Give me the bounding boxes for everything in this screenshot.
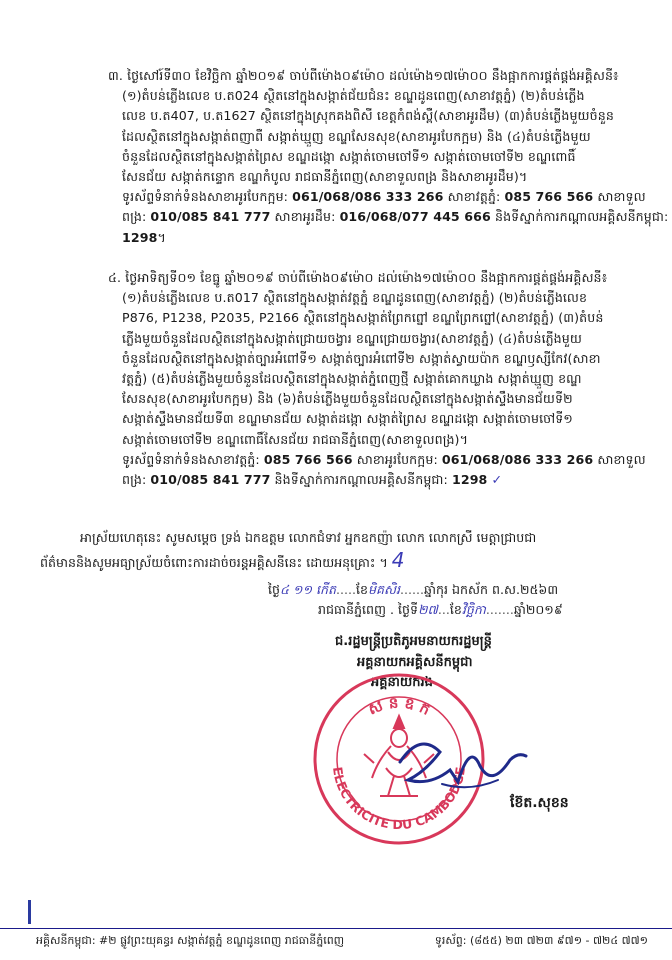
- handwritten-signature: [380, 722, 530, 802]
- phone-number: 010/085 841 777: [150, 209, 271, 225]
- signature-title-1: ជ.រដ្ឋមន្ត្រីប្រតិភូអមនាយករដ្ឋមន្ត្រី: [335, 634, 492, 649]
- phone-number: 061/068/086 333 266: [441, 451, 594, 467]
- closing-line-2: [40, 549, 640, 574]
- item-4-line-9: សង្កាត់ចោមចៅទី២ ខណ្ឌពោធិ៍សែនជ័យ រាជធានីភ្នំពេញ(សាខាទួលពង្រ)។: [122, 431, 468, 447]
- hotline-number: 1298: [451, 472, 488, 488]
- item-4-line-8: សង្កាត់ស្ទឹងមានជ័យទី៣ ខណ្ឌមានជ័យ សង្កាត់ដង្កោ សង្កាត់ព្រៃស ខណ្ឌដង្កោ សង្កាត់ចោមចៅទី១: [122, 411, 573, 427]
- lunar-year: ឆ្នាំកុរ ឯកស័ក ព.ស.២៥៦៣: [424, 582, 559, 597]
- city-label: រាជធានីភ្នំពេញ . ថ្ងៃទី: [318, 602, 418, 617]
- handwritten-lunar-day: ៤ ១១ កើត: [280, 582, 336, 597]
- contact-label: សាខាវត្តភ្នំ:: [447, 189, 501, 205]
- contact-label: និងទីស្នាក់ការកណ្តាលអគ្គិសនីកម្ពុជា:: [494, 209, 669, 225]
- footer-phone: ទូរស័ព្ទ: (៨៥៥) ២៣ ៧២៣ ៩៧១ - ៧២៤ ៧៧១: [434, 934, 648, 947]
- solar-date-line: រាជធានីភ្នំពេញ . ថ្ងៃទី២៧...ខែវិច្ឆិកា.......ឆ្នាំ២០១៩: [318, 602, 563, 617]
- phone-number: 010/085 841 777: [150, 472, 271, 488]
- contact-label: សាខាអូរដឹម:: [274, 209, 336, 225]
- lunar-month-label: ខែ: [356, 582, 369, 597]
- seal-top-text: ស ន ឧ ក: [365, 693, 434, 719]
- footer-divider: [0, 928, 672, 929]
- contact-label: សាខាអូរបែកក្អម:: [356, 451, 438, 467]
- item-3-line-6: សែនជ័យ សង្កាត់កន្ទោក ខណ្ឌកំបូល រាជធានីភ្នំពេញ(សាខាទួលពង្រ និងសាខាអូរដឹម)។: [122, 169, 528, 185]
- item-4-block: [108, 268, 648, 490]
- handwritten-check-mark: ✓: [491, 472, 503, 488]
- item-3-hotline-line: [108, 228, 648, 248]
- item-3-line-2: (១)តំបន់ភ្លើងលេខ ប.ត024 ស្ថិតនៅក្នុងសង្កាត់ជ័យជំនះ ខណ្ឌដូនពេញ(សាខាវត្តភ្នំ) (២)តំបន់ភ្លើង: [122, 88, 585, 104]
- item-4-line-1: ៤. ថ្ងៃអាទិត្យទី០១ ខែធ្នូ ឆ្នាំ២០១៩ ចាប់ពីម៉ោង០៩ម៉ោ០ ដល់ម៉ោង១៧ម៉ោ០០ នឹងផ្អាកការផ្គត់ផ្គង់អគ្គិសនី៖: [108, 270, 608, 285]
- item-3-line-1: ៣. ថ្ងៃសៅរ៍ទី៣០ ខែវិច្ឆិកា ឆ្នាំ២០១៩ ចាប់ពីម៉ោង០៩ម៉ោ០ ដល់ម៉ោង១៧ម៉ោ០០ នឹងផ្អាកការផ្គត់ផ្គង់អគ្គិសនី៖: [108, 68, 619, 83]
- footer-address: អគ្គិសនីកម្ពុជា: #២ ផ្លូវព្រះយុគន្ធរ សង្កាត់វត្តភ្នំ ខណ្ឌដូនពេញ រាជធានីភ្នំពេញ: [36, 934, 345, 947]
- margin-mark: [28, 900, 31, 924]
- lunar-day-label: ថ្ងៃ: [268, 582, 280, 597]
- item-3-contact-line-2: [108, 207, 669, 227]
- closing-line-1: អាស្រ័យហេតុនេះ សូមសម្តេច ទ្រង់ ឯកឧត្តម លោកជំទាវ អ្នកឧកញ៉ា លោក លោកស្រី មេត្តាជ្រាបជា: [80, 530, 537, 545]
- contact-label: ទូរស័ព្ទទំនាក់ទំនងសាខាវត្តភ្នំ:: [122, 451, 260, 467]
- signer-name: ខ៊ែត.សុខន: [510, 795, 569, 811]
- item-4-line-4: ភ្លើងមួយចំនួនដែលស្ថិតនៅក្នុងសង្កាត់ជ្រោយចង្វារ ខណ្ឌជ្រោយចង្វារ(សាខាវត្តភ្នំ) (៤)តំបន់ភ្លើងមួយ: [122, 330, 582, 346]
- item-3-line-3: លេខ ប.ត407, ប.ត1627 ស្ថិតនៅក្នុងស្រុកគងពិសី ខេត្តកំពង់ស្ពឺ(សាខាអូរដឹម) (៣)តំបន់ភ្លើងមួយចំនួន: [122, 108, 614, 124]
- item-4-contact-line: [108, 450, 648, 470]
- item-4-contact-line-2: [108, 470, 648, 490]
- date-block: [268, 580, 563, 620]
- phone-number: 061/068/086 333 266: [292, 189, 444, 205]
- closing-line-2-text: ព័ត៌មាននិងសូមអធ្យាស្រ័យចំពោះការដាច់ចរន្តអគ្គិសនីនេះ ដោយអនុគ្រោះ ។: [40, 555, 388, 570]
- signature-title-2: អគ្គនាយកអគ្គិសនីកម្ពុជា: [357, 654, 473, 670]
- item-3-line-5: ចំនួនដែលស្ថិតនៅក្នុងសង្កាត់ព្រៃស ខណ្ឌដង្កោ សង្កាត់ចោមចៅទី១ សង្កាត់ចោមចៅទី២ ខណ្ឌពោធិ៍: [122, 148, 576, 164]
- phone-number: 085 766 566: [263, 451, 353, 467]
- item-4-line-5: ចំនួនដែលស្ថិតនៅក្នុងសង្កាត់ច្បារអំពៅទី១ សង្កាត់ច្បារអំពៅទី២ សង្កាត់ស្វាយប៉ាក ខណ្ឌឫស្សីកែវ(សាខា: [122, 350, 601, 366]
- year-label: ឆ្នាំ២០១៩: [513, 602, 563, 617]
- contact-label: សាខាទួល: [597, 189, 646, 205]
- signature-title-3: អគ្គនាយករង: [371, 675, 433, 690]
- handwritten-lunar-month: មិគសិរ: [368, 582, 400, 597]
- item-4-line-2: (១)តំបន់ភ្លើងលេខ ប.ត017 ស្ថិតនៅក្នុងសង្កាត់វត្តភ្នំ ខណ្ឌដូនពេញ(សាខាវត្តភ្នំ) (២)តំបន់ភ្លើងលេខ: [122, 290, 588, 306]
- hotline-end: ។: [157, 229, 166, 245]
- handwritten-initial: 4: [391, 548, 405, 572]
- contact-label: ពង្រ:: [122, 209, 147, 225]
- item-3-block: [108, 66, 669, 248]
- item-3-line-4: ដែលស្ថិតនៅក្នុងសង្កាត់ពញាពឺ សង្កាត់ឃ្មួញ ខណ្ឌសែនសុខ(សាខាអូរបែកក្អម) និង (៤)តំបន់ភ្លើងមួយ: [122, 128, 591, 144]
- seal-text: ELECTRICITE DU CAMBODGE: [330, 765, 468, 833]
- handwritten-day: ២៧: [417, 602, 438, 617]
- contact-label: សាខាទួល: [597, 451, 646, 467]
- item-3-contact-line: [108, 187, 648, 207]
- item-4-line-7: សែនសុខ(សាខាអូរបែកក្អម) និង (៦)តំបន់ភ្លើងមួយចំនួនដែលស្ថិតនៅក្នុងសង្កាត់ស្ទឹងមានជ័យទី២: [122, 391, 573, 407]
- handwritten-month: វិច្ឆិកា: [461, 602, 486, 617]
- closing-paragraph: [40, 527, 640, 574]
- item-4-line-6: វត្តភ្នំ) (៥)តំបន់ភ្លើងមួយចំនួនដែលស្ថិតនៅក្នុងសង្កាត់ភ្នំពេញថ្មី សង្កាត់គោកឃ្លាង សង្កាត់ឃ្មួញ ខណ្ឌ: [122, 371, 582, 387]
- contact-label: ទូរស័ព្ទទំនាក់ទំនងសាខាអូរបែកក្អម:: [122, 189, 289, 205]
- item-4-line-3: P876, P1238, P2035, P2166 ស្ថិតនៅក្នុងសង្កាត់ព្រែកព្នៅ ខណ្ឌព្រែកព្នៅ(សាខាវត្តភ្នំ) (៣)តំបន់: [122, 310, 604, 326]
- contact-label: និងទីស្នាក់ការកណ្តាលអគ្គិសនីកម្ពុជា:: [274, 472, 448, 488]
- month-label: ខែ: [449, 602, 462, 617]
- phone-number: 085 766 566: [504, 189, 594, 205]
- contact-label: ពង្រ:: [122, 472, 147, 488]
- lunar-date-line: ថ្ងៃ៤ ១១ កើត.....ខែមិគសិរ......ឆ្នាំកុរ ឯកស័ក ព.ស.២៥៦៣: [268, 582, 559, 597]
- hotline-number: 1298: [122, 229, 158, 245]
- phone-number: 016/068/077 445 666: [339, 209, 491, 225]
